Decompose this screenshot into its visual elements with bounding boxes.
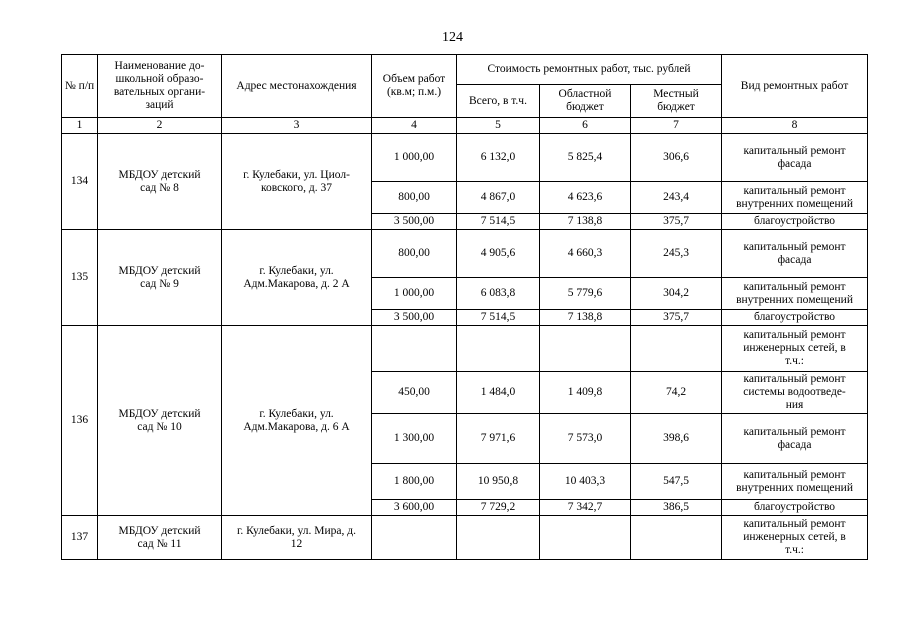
volume-cell: 800,00 [372, 230, 457, 278]
work-type-cell: капитальный ремонт внутренних помещений [722, 464, 868, 500]
volume-cell: 450,00 [372, 372, 457, 414]
local-budget-cell: 243,4 [631, 182, 722, 214]
regional-budget-cell: 5 825,4 [540, 134, 631, 182]
volume-cell: 1 000,00 [372, 134, 457, 182]
regional-budget-cell: 7 342,7 [540, 500, 631, 516]
column-number: 4 [372, 118, 457, 134]
regional-budget-cell: 7 138,8 [540, 214, 631, 230]
regional-budget-cell: 10 403,3 [540, 464, 631, 500]
local-budget-cell: 386,5 [631, 500, 722, 516]
header-local: Местный бюджет [631, 85, 722, 118]
work-type-cell: капитальный ремонт фасада [722, 414, 868, 464]
column-numbers-row [62, 118, 868, 134]
volume-cell: 1 800,00 [372, 464, 457, 500]
total-cost-cell: 6 132,0 [457, 134, 540, 182]
organization-address: г. Кулебаки, ул. Адм.Макарова, д. 6 А [222, 326, 372, 516]
local-budget-cell: 398,6 [631, 414, 722, 464]
volume-cell: 1 300,00 [372, 414, 457, 464]
total-cost-cell: 7 514,5 [457, 214, 540, 230]
total-cost-cell: 6 083,8 [457, 278, 540, 310]
local-budget-cell: 74,2 [631, 372, 722, 414]
local-budget-cell: 306,6 [631, 134, 722, 182]
organization-name: МБДОУ детский сад № 11 [98, 516, 222, 560]
work-type-cell: благоустройство [722, 310, 868, 326]
page-number: 124 [442, 30, 463, 45]
header-total: Всего, в т.ч. [457, 85, 540, 118]
repair-works-table [61, 54, 868, 560]
work-type-cell: благоустройство [722, 500, 868, 516]
table-row [62, 230, 868, 278]
row-number: 134 [62, 134, 98, 230]
header-regional: Областной бюджет [540, 85, 631, 118]
total-cost-cell: 4 905,6 [457, 230, 540, 278]
local-budget-cell: 304,2 [631, 278, 722, 310]
column-number: 5 [457, 118, 540, 134]
local-budget-cell: 245,3 [631, 230, 722, 278]
local-budget-cell [631, 516, 722, 560]
header-address: Адрес местонахождения [222, 55, 372, 118]
header-num: № п/п [62, 55, 98, 118]
total-cost-cell: 7 514,5 [457, 310, 540, 326]
local-budget-cell [631, 326, 722, 372]
total-cost-cell: 1 484,0 [457, 372, 540, 414]
organization-name: МБДОУ детский сад № 10 [98, 326, 222, 516]
total-cost-cell [457, 516, 540, 560]
total-cost-cell [457, 326, 540, 372]
work-type-cell: капитальный ремонт внутренних помещений [722, 182, 868, 214]
volume-cell [372, 516, 457, 560]
work-type-cell: благоустройство [722, 214, 868, 230]
local-budget-cell: 375,7 [631, 214, 722, 230]
total-cost-cell: 7 971,6 [457, 414, 540, 464]
regional-budget-cell [540, 516, 631, 560]
row-number: 136 [62, 326, 98, 516]
column-number: 8 [722, 118, 868, 134]
total-cost-cell: 7 729,2 [457, 500, 540, 516]
header-cost-group: Стоимость ремонтных работ, тыс. рублей [457, 55, 722, 85]
work-type-cell: капитальный ремонт внутренних помещений [722, 278, 868, 310]
organization-name: МБДОУ детский сад № 9 [98, 230, 222, 326]
work-type-cell: капитальный ремонт инженерных сетей, в т.ч.: [722, 326, 868, 372]
organization-address: г. Кулебаки, ул. Мира, д. 12 [222, 516, 372, 560]
work-type-cell: капитальный ремонт фасада [722, 134, 868, 182]
volume-cell [372, 326, 457, 372]
regional-budget-cell: 1 409,8 [540, 372, 631, 414]
row-number: 135 [62, 230, 98, 326]
table-row [62, 134, 868, 182]
column-number: 3 [222, 118, 372, 134]
organization-name: МБДОУ детский сад № 8 [98, 134, 222, 230]
work-type-cell: капитальный ремонт фасада [722, 230, 868, 278]
work-type-cell: капитальный ремонт системы водоотведе- ния [722, 372, 868, 414]
organization-address: г. Кулебаки, ул. Циол- ковского, д. 37 [222, 134, 372, 230]
regional-budget-cell: 4 660,3 [540, 230, 631, 278]
total-cost-cell: 4 867,0 [457, 182, 540, 214]
local-budget-cell: 547,5 [631, 464, 722, 500]
table-row [62, 326, 868, 372]
header-name: Наименование до- школьной образо- вательных органи- заций [98, 55, 222, 118]
column-number: 7 [631, 118, 722, 134]
volume-cell: 3 500,00 [372, 214, 457, 230]
organization-address: г. Кулебаки, ул. Адм.Макарова, д. 2 А [222, 230, 372, 326]
local-budget-cell: 375,7 [631, 310, 722, 326]
volume-cell: 800,00 [372, 182, 457, 214]
row-number: 137 [62, 516, 98, 560]
total-cost-cell: 10 950,8 [457, 464, 540, 500]
regional-budget-cell: 4 623,6 [540, 182, 631, 214]
regional-budget-cell: 5 779,6 [540, 278, 631, 310]
header-volume: Объем работ (кв.м; п.м.) [372, 55, 457, 118]
volume-cell: 1 000,00 [372, 278, 457, 310]
column-number: 1 [62, 118, 98, 134]
volume-cell: 3 600,00 [372, 500, 457, 516]
regional-budget-cell [540, 326, 631, 372]
column-number: 6 [540, 118, 631, 134]
volume-cell: 3 500,00 [372, 310, 457, 326]
regional-budget-cell: 7 138,8 [540, 310, 631, 326]
work-type-cell: капитальный ремонт инженерных сетей, в т.ч.: [722, 516, 868, 560]
column-number: 2 [98, 118, 222, 134]
header-work-type: Вид ремонтных работ [722, 55, 868, 118]
regional-budget-cell: 7 573,0 [540, 414, 631, 464]
table-row [62, 516, 868, 560]
